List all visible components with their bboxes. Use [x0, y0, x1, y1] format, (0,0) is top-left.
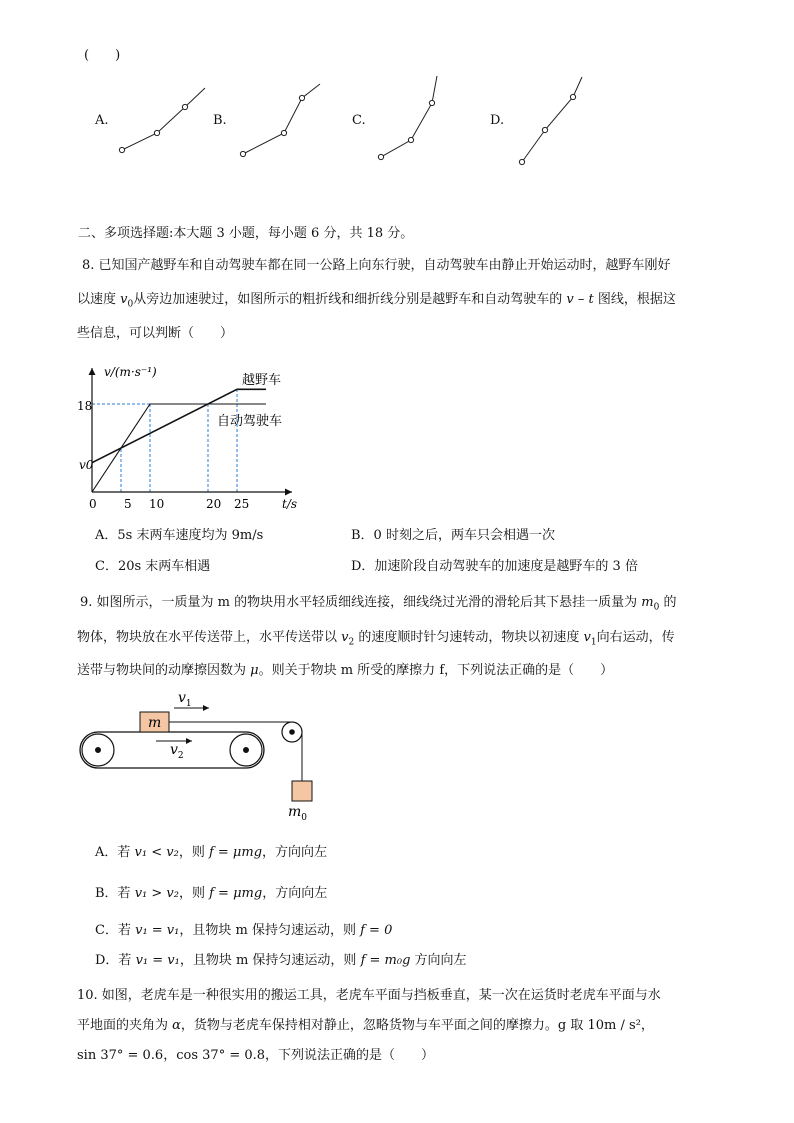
chart-y-label: v/(m·s⁻¹) [104, 365, 157, 379]
hanging-mass-label: $m_0$ [288, 804, 308, 823]
chart-x-tick-0: 0 [89, 497, 97, 511]
q8-stem-line2: 以速度 $v_0$从旁边加速驶过，如图所示的粗折线和细折线分别是越野车和自动驾驶车的 v – t 图线，根据这 [77, 292, 676, 310]
q7-option-b-label[interactable]: B. [213, 113, 227, 128]
right-roller [230, 734, 262, 766]
q10-stem-line2: 平地面的夹角为 α，货物与老虎车保持相对静止，忽略货物与车平面之间的摩擦力。g 取 10m / s²， [77, 1018, 654, 1033]
q8-option-d[interactable]: D．加速阶段自动驾驶车的加速度是越野车的 3 倍 [351, 559, 638, 574]
block-m-label: m [148, 715, 162, 731]
chart-legend-autodrive: 自动驾驶车 [217, 414, 283, 429]
q7-option-d-label: D. [490, 113, 505, 128]
q7-option-c-label[interactable]: C. [352, 113, 366, 128]
q9-stem-line2: 物体，物块放在水平传送带上，水平传送带以 $v_2$ 的速度顺时针匀速转动，物块以初速度 $v_1$向右运动，传 [77, 630, 675, 648]
hanging-mass [292, 781, 312, 801]
q7-graph-b [240, 84, 320, 157]
left-roller [82, 734, 114, 766]
chart-y-tick-v0: v0 [79, 458, 94, 472]
q7-graph-c [378, 76, 437, 160]
q7-option-a-label[interactable]: A. [95, 113, 109, 128]
q9-option-b[interactable]: B．若 v₁ > v₂，则 f = μmg，方向向左 [95, 886, 328, 901]
chart-x-tick-5: 5 [124, 497, 132, 511]
q8-vt-chart [70, 358, 310, 518]
q9-stem-line1: 9. 如图所示，一质量为 m 的物块用水平轻质细线连接，细线绕过光滑的滑轮后其下悬挂一质量为 $m_0$ 的 [80, 595, 677, 613]
q9-conveyor-diagram [70, 680, 330, 825]
q9-option-d[interactable]: D．若 v₁ = v₁，且物块 m 保持匀速运动，则 f = m₀g 方向向左 [95, 953, 467, 968]
q9-option-c[interactable]: C．若 v₁ = v₁，且物块 m 保持匀速运动，则 f = 0 [95, 923, 393, 938]
q9-stem-line3: 送带与物块间的动摩擦因数为 μ。则关于物块 m 所受的摩擦力 f，下列说法正确的是（ ） [77, 663, 614, 678]
q7-graph-d [519, 77, 582, 165]
q8-option-c[interactable]: C．20s 末两车相遇 [95, 559, 211, 574]
chart-x-tick-10: 10 [149, 497, 165, 511]
q10-stem-line3: sin 37° = 0.6，cos 37° = 0.8，下列说法正确的是（ ） [77, 1048, 435, 1063]
q9-option-a[interactable]: A．若 v₁ < v₂，则 f = μmg，方向向左 [95, 845, 328, 860]
pulley [282, 722, 302, 742]
q8-stem-line3: 些信息，可以判断（ ） [77, 326, 234, 341]
chart-y-tick-18: 18 [77, 399, 93, 413]
q8-option-b[interactable]: B．0 时刻之后，两车只会相遇一次 [351, 528, 555, 543]
q10-stem-line1: 10. 如图，老虎车是一种很实用的搬运工具，老虎车平面与挡板垂直，某一次在运货时老虎车平面与水 [77, 988, 661, 1003]
q7-answer-bracket: ( ) [84, 48, 121, 63]
chart-x-tick-25: 25 [234, 497, 250, 511]
q7-graph-a [119, 88, 205, 153]
q8-option-a[interactable]: A．5s 末两车速度均为 9m/s [95, 528, 264, 543]
chart-guide-lines [92, 389, 237, 492]
q8-stem-line1: 8. 已知国产越野车和自动驾驶车都在同一公路上向东行驶，自动驾驶车由静止开始运动时，越野车刚好 [82, 258, 671, 273]
chart-x-label: t/s [282, 497, 298, 511]
v2-label: $v_2$ [170, 742, 184, 761]
v1-label: $v_1$ [178, 690, 192, 709]
chart-x-tick-20: 20 [206, 497, 222, 511]
chart-legend-offroad: 越野车 [242, 373, 282, 388]
section-heading: 二、多项选择题:本大题 3 小题，每小题 6 分，共 18 分。 [78, 226, 414, 241]
q7-options-graphs [0, 70, 794, 170]
